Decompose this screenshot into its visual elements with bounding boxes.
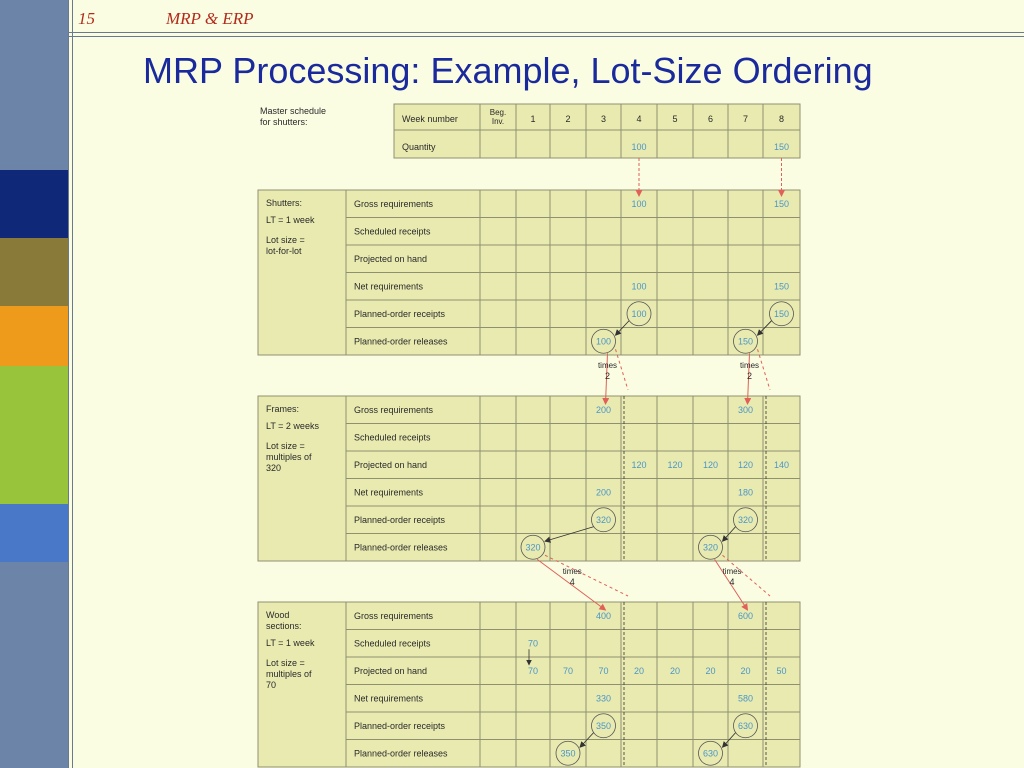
section-lead-time: LT = 2 weeks [266, 421, 319, 431]
master-quantity-cell: 150 [773, 142, 790, 152]
row-label: Planned-order releases [354, 542, 448, 553]
row-label: Projected on hand [354, 459, 428, 470]
mrp-value-cell: 120 [667, 459, 683, 470]
mrp-value-cell: 330 [595, 693, 612, 704]
row-label: Net requirements [354, 487, 424, 498]
section-name: Frames: [266, 404, 300, 414]
week-number-label: Week number [402, 114, 458, 124]
mrp-value-cell: 630 [702, 748, 719, 759]
section-lot-size: Lot size = [266, 441, 305, 451]
mrp-value-cell: 320 [702, 542, 719, 553]
mrp-value-cell: 320 [737, 514, 754, 525]
week-number-cell: 3 [600, 114, 607, 124]
mrp-value-cell: 320 [525, 542, 541, 553]
section-lot-size: multiples of [266, 452, 312, 462]
quantity-label: Quantity [402, 142, 436, 152]
section-lot-size: Lot size = [266, 658, 305, 668]
header-rule [68, 32, 1024, 33]
strip-block-navy [0, 170, 68, 238]
row-label: Net requirements [354, 281, 424, 292]
row-label: Scheduled receipts [354, 638, 431, 649]
strip-border-line-2 [72, 0, 73, 768]
master-schedule-label: for shutters: [260, 117, 308, 127]
page-title: MRP Processing: Example, Lot-Size Ordering [143, 50, 873, 91]
mrp-value-cell: 70 [598, 665, 609, 676]
mrp-table-svg [256, 102, 804, 768]
mrp-value-cell: 100 [631, 281, 647, 292]
beg-inv-label: Beg. [489, 108, 507, 117]
mrp-value-cell: 400 [595, 610, 612, 621]
mrp-value-cell: 140 [773, 459, 790, 470]
mrp-value-cell: 100 [631, 198, 647, 209]
master-table-bg [394, 104, 800, 158]
header-rule-2 [68, 36, 1024, 37]
mrp-value-cell: 20 [669, 665, 681, 676]
mrp-value-cell: 180 [737, 487, 754, 498]
mrp-value-cell: 580 [737, 693, 754, 704]
section-lot-size: 70 [266, 680, 277, 690]
mrp-value-cell: 100 [631, 308, 647, 319]
row-label: Gross requirements [354, 610, 434, 621]
mrp-value-cell: 300 [737, 404, 754, 415]
mrp-value-cell: 150 [773, 198, 790, 209]
mrp-value-cell: 50 [776, 665, 787, 676]
mrp-value-cell: 630 [737, 720, 754, 731]
row-label: Projected on hand [354, 253, 428, 264]
section-lead-time: LT = 1 week [266, 638, 315, 648]
multiplier-label: times [597, 361, 618, 370]
row-label: Projected on hand [354, 665, 428, 676]
week-number-cell: 4 [636, 114, 642, 124]
week-number-cell: 8 [778, 114, 785, 124]
mrp-value-cell: 120 [631, 459, 647, 470]
row-label: Planned-order receipts [354, 514, 446, 525]
section-lead-time: LT = 1 week [266, 215, 315, 225]
row-label: Planned-order receipts [354, 308, 446, 319]
master-schedule-label: Master schedule [260, 106, 327, 116]
mrp-value-cell: 70 [527, 665, 539, 676]
week-number-cell: 2 [565, 114, 571, 124]
multiplier-label: 4 [729, 577, 735, 587]
row-label: Gross requirements [354, 198, 434, 209]
mrp-value-cell: 600 [737, 610, 754, 621]
mrp-value-cell: 350 [595, 720, 612, 731]
section-name: sections: [266, 621, 302, 631]
section-lot-size: lot-for-lot [266, 246, 302, 256]
row-label: Scheduled receipts [354, 226, 431, 237]
mrp-value-cell: 150 [773, 281, 790, 292]
beg-inv-label: Inv. [491, 117, 505, 126]
strip-block-orange [0, 306, 68, 366]
mrp-value-cell: 150 [773, 308, 790, 319]
multiplier-label: times [739, 361, 760, 370]
master-quantity-cell: 100 [631, 142, 647, 152]
strip-block-blue [0, 504, 68, 562]
strip-block-green [0, 366, 68, 504]
section-lot-size: 320 [266, 463, 282, 473]
mrp-value-cell: 120 [702, 459, 719, 470]
week-number-cell: 1 [530, 114, 536, 124]
mrp-value-cell: 20 [633, 665, 645, 676]
mrp-value-cell: 120 [737, 459, 754, 470]
week-number-cell: 7 [742, 114, 749, 124]
week-number-cell: 5 [672, 114, 678, 124]
mrp-value-cell: 20 [705, 665, 716, 676]
slide-number: 15 [78, 9, 95, 28]
multiplier-label: times [722, 567, 742, 576]
strip-block-olive [0, 238, 68, 306]
mrp-value-cell: 150 [737, 336, 754, 347]
multiplier-label: times [562, 567, 582, 576]
row-label: Net requirements [354, 693, 424, 704]
section-name: Wood [266, 610, 290, 620]
multiplier-label: 2 [746, 371, 753, 381]
section-lot-size: Lot size = [266, 235, 305, 245]
section-header: MRP & ERP [166, 9, 254, 28]
mrp-value-cell: 200 [595, 487, 612, 498]
mrp-value-cell: 100 [595, 336, 612, 347]
mrp-value-cell: 70 [527, 638, 539, 649]
mrp-value-cell: 70 [562, 665, 574, 676]
strip-border-line [68, 0, 69, 768]
multiplier-label: 2 [604, 371, 611, 381]
multiplier-label: 4 [569, 577, 575, 587]
row-label: Planned-order releases [354, 336, 448, 347]
mrp-value-cell: 320 [595, 514, 612, 525]
mrp-figure [256, 102, 804, 768]
row-label: Gross requirements [354, 404, 434, 415]
mrp-value-cell: 200 [595, 404, 612, 415]
row-label: Planned-order receipts [354, 720, 446, 731]
row-label: Planned-order releases [354, 748, 448, 759]
mrp-value-cell: 20 [740, 665, 751, 676]
row-label: Scheduled receipts [354, 432, 431, 443]
mrp-value-cell: 350 [560, 748, 576, 759]
section-lot-size: multiples of [266, 669, 312, 679]
section-name: Shutters: [266, 198, 303, 208]
week-number-cell: 6 [707, 114, 714, 124]
